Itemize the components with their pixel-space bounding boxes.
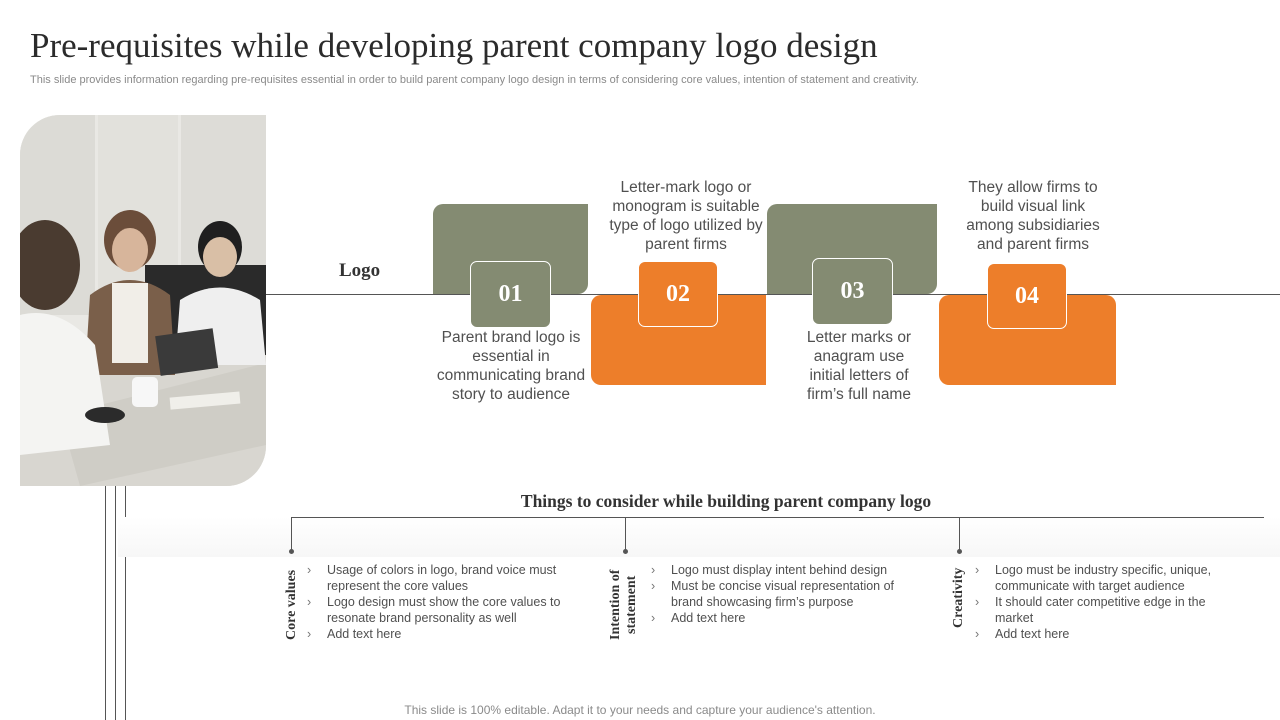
col-3-dot (957, 549, 962, 554)
col-1-connector (291, 517, 292, 551)
col-1-dot (289, 549, 294, 554)
step-3-number-badge: 03 (812, 258, 893, 325)
considerations-line (291, 517, 1264, 518)
list-item: › Logo must be industry specific, unique, communicate with target audience (975, 562, 1235, 594)
slide-title: Pre-requisites while developing parent company logo design (30, 26, 878, 65)
col-1-list (307, 562, 582, 642)
list-item: › Logo design must show the core values to resonate brand personality as well (307, 594, 582, 626)
col-3-list (975, 562, 1235, 642)
list-item: › Usage of colors in logo, brand voice must represent the core values (307, 562, 582, 594)
step-4-text: They allow firms to build visual link among subsidiaries and parent firms (966, 179, 1100, 253)
col-2-label: Intention of statement (608, 569, 639, 641)
list-item: › Must be concise visual representation of brand showcasing firm’s purpose (651, 578, 916, 610)
team-meeting-photo (20, 115, 266, 486)
footer-note: This slide is 100% editable. Adapt it to your needs and capture your audience's attention. (404, 703, 876, 717)
step-1-text: Parent brand logo is essential in communicating brand story to audience (436, 329, 586, 403)
considerations-title: Things to consider while building parent company logo (520, 491, 932, 511)
col-2-dot (623, 549, 628, 554)
step-1-number-badge: 01 (470, 261, 551, 328)
col-3-connector (959, 517, 960, 551)
col-2-list (651, 562, 916, 626)
step-3-text: Letter marks or anagram use initial letters of firm’s full name (806, 329, 912, 403)
timeline-line (266, 294, 1280, 295)
team-meeting-illustration (20, 115, 266, 486)
col-3-label: Creativity (951, 567, 966, 629)
list-item: › Add text here (651, 610, 916, 626)
decor-vline-2 (115, 486, 116, 720)
decor-vline-1 (105, 486, 106, 720)
list-item: › Add text here (307, 626, 582, 642)
list-item: › Logo must display intent behind design (651, 562, 916, 578)
list-item: › Add text here (975, 626, 1235, 642)
slide-subtitle: This slide provides information regarding pre-requisites essential in order to build parent company logo design in terms of considering core values, intention of statement and creativity. (30, 74, 919, 86)
process-label: Logo (339, 260, 381, 281)
col-2-connector (625, 517, 626, 551)
step-4-number-badge: 04 (987, 263, 1067, 329)
list-item: › It should cater competitive edge in the market (975, 594, 1235, 626)
step-2-text: Letter-mark logo or monogram is suitable type of logo utilized by parent firms (609, 179, 763, 253)
step-2-number-badge: 02 (638, 261, 718, 327)
col-1-label: Core values (284, 569, 299, 641)
